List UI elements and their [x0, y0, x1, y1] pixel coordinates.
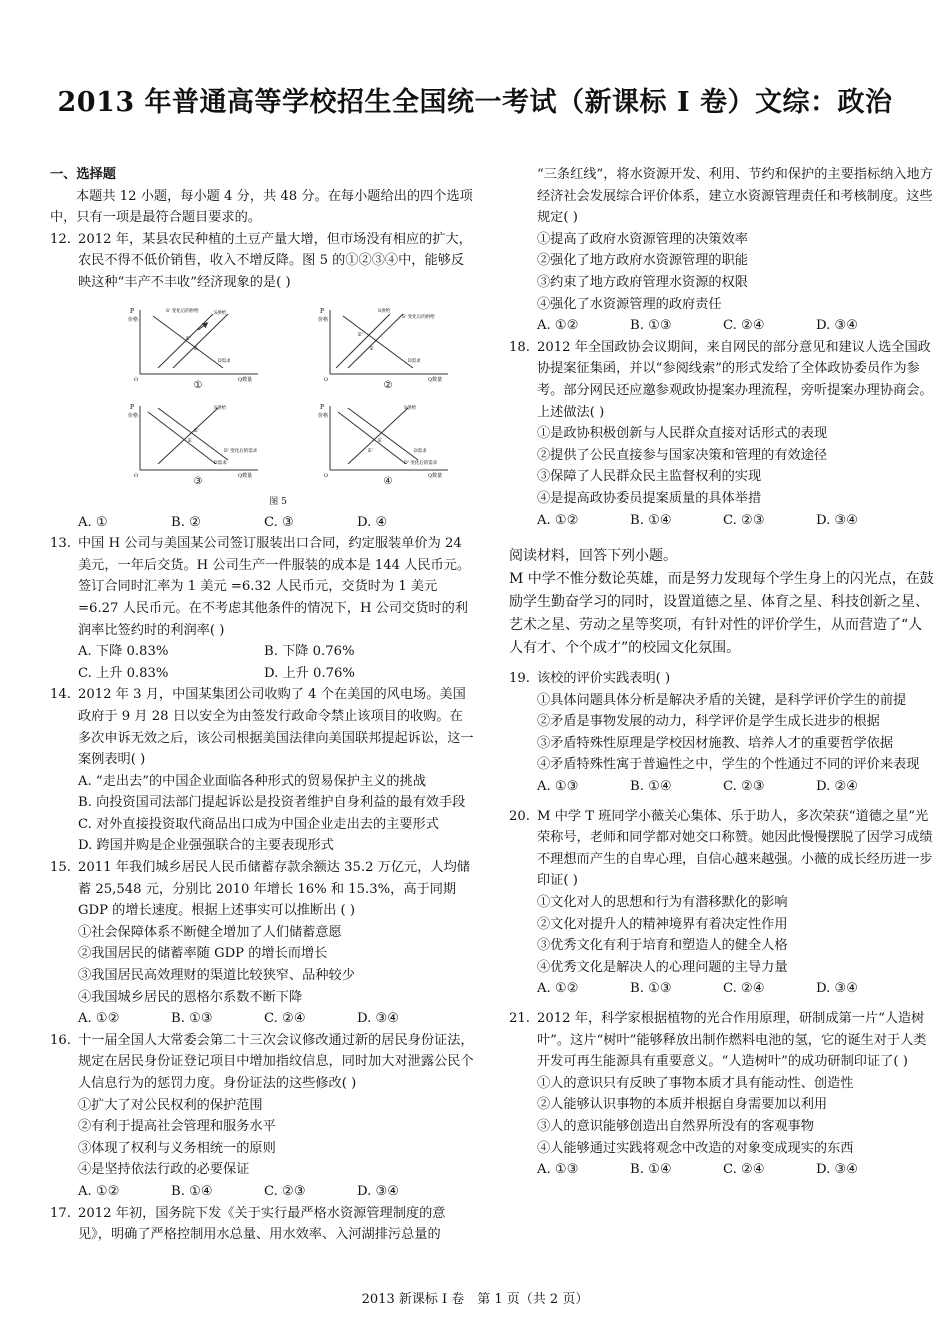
- statement-2: ②有利于提高社会管理和服务水平: [78, 1119, 276, 1135]
- option-a: A. ①③: [537, 1162, 579, 1178]
- question-17-stem-continued: “三条红线”，将水资源开发、利用、节约和保护的主要指标纳入地方经济社会发展综合评价体系，建立水资源管理责任和考核制度。这些规定( ): [537, 167, 933, 226]
- plot-caption: ④: [383, 475, 393, 487]
- axis-q-label: Q数量: [238, 472, 253, 478]
- option-a: A. ①: [78, 514, 108, 530]
- question-15: [50, 857, 475, 922]
- demand-changed-label: D' 变化后的需求: [224, 448, 258, 454]
- question-stem: 十一届全国人大常委会第二十三次会议修改通过新的居民身份证法，规定在居民身份证登记项目中增加指纹信息，同时加大对泄露公民个人信息行为的惩罚力度。身份证法的这些修改( ): [78, 1032, 474, 1091]
- statement-3: ③矛盾特殊性原理是学校因材施教、培养人才的重要哲学依据: [537, 735, 894, 751]
- option-b: B. ②: [171, 514, 201, 530]
- option-d: D. ③④: [357, 1183, 400, 1199]
- statement-3: ③体现了权利与义务相统一的原则: [78, 1140, 276, 1156]
- supply-label: S供给: [214, 405, 227, 411]
- statement-4: ④是坚持依法行政的必要保证: [78, 1162, 250, 1178]
- question-stem: 2012 年 3 月，中国某集团公司收购了 4 个在美国的风电场。美国政府于 9 月 28 日以安全为由签发行政命令禁止该项目的收购。在多次申诉无效之后，该公司根据美国法律向美国联邦提起诉讼，这一案例表明( ): [78, 687, 474, 768]
- question-number: 16.: [50, 1032, 71, 1048]
- statement-2: ②文化对提升人的精神境界有着决定性作用: [537, 916, 788, 932]
- option-b: B. ①③: [630, 318, 672, 334]
- supply-label: S供给: [378, 308, 391, 314]
- axis-q-label: Q数量: [428, 472, 443, 478]
- supply-demand-plot-2: [318, 304, 458, 394]
- statement-3: ③约束了地方政府管理水资源的权限: [537, 274, 748, 290]
- statement-4: ④优秀文化是解决人的心理问题的主导力量: [537, 959, 788, 975]
- option-d: D. ③④: [816, 512, 859, 528]
- demand-label: D需求: [218, 358, 231, 364]
- statement-4: ④矛盾特殊性寓于普遍性之中，学生的个性通过不同的评价来表现: [537, 757, 920, 773]
- axis-q-label: Q数量: [238, 376, 253, 382]
- question-number: 18.: [509, 339, 530, 355]
- point-e: E: [188, 437, 192, 444]
- statement-1: ①社会保障体系不断健全增加了人们储蓄意愿: [78, 924, 342, 940]
- option-d: D. ④: [357, 514, 388, 530]
- supply-changed-label: S' 变化后的供给: [402, 314, 435, 320]
- question-number: 21.: [509, 1011, 530, 1026]
- option-d: D. ③④: [357, 1011, 400, 1027]
- left-column: [50, 164, 475, 1246]
- option-d: D. 跨国并购是企业强强联合的主要表现形式: [78, 838, 334, 854]
- statement-3: ③我国居民高效理财的渠道比较狭窄、品种较少: [78, 968, 355, 984]
- axis-p-label: P: [130, 307, 135, 315]
- option-c: C. ②④: [264, 1011, 306, 1027]
- question-number: 15.: [50, 860, 71, 876]
- option-d: D. 上升 0.76%: [264, 665, 355, 681]
- statement-4: ④人能够通过实践将观念中改造的对象变成现实的东西: [537, 1140, 854, 1156]
- axis-p-label: P: [320, 403, 325, 411]
- option-b: B. ①③: [171, 1011, 213, 1027]
- point-e-prime: E': [358, 331, 364, 338]
- option-c: C. ②③: [723, 779, 765, 795]
- question-number: 13.: [50, 536, 71, 552]
- answer-options: [50, 641, 475, 684]
- question-14: [50, 684, 475, 770]
- origin-label: O: [324, 472, 329, 478]
- option-c: C. ②④: [723, 1162, 765, 1178]
- option-c: C. ②③: [723, 512, 765, 528]
- question-number: 19.: [509, 671, 530, 687]
- statement-2: ②人能够认识事物的本质并根据自身需要加以利用: [537, 1097, 828, 1113]
- option-a: A. 下降 0.83%: [78, 644, 169, 660]
- question-17: [50, 1203, 475, 1246]
- option-c: C. ②④: [723, 318, 765, 334]
- demand-label: D需求: [408, 358, 421, 364]
- option-c: C. 上升 0.83%: [78, 665, 169, 681]
- supply-changed-label: S' 变化后的供给: [166, 308, 199, 314]
- option-b: B. ①④: [630, 779, 672, 795]
- option-c: C. ②④: [723, 981, 765, 997]
- option-c: C. ②③: [264, 1183, 306, 1199]
- option-a: A. ①②: [537, 512, 579, 528]
- answer-options: [50, 1008, 475, 1030]
- statement-2: ②提供了公民直接参与国家决策和管理的有效途径: [537, 447, 828, 463]
- supply-demand-plot-1: [128, 304, 268, 394]
- question-stem: 该校的评价实践表明( ): [537, 671, 671, 687]
- axis-price-label: 价格: [128, 316, 139, 323]
- demand-label: D需求: [414, 448, 427, 454]
- option-b: B. ①④: [171, 1183, 213, 1199]
- statement-4: ④是提高政协委员提案质量的具体举措: [537, 490, 762, 506]
- demand-changed-label: D' 变化后的需求: [404, 460, 438, 466]
- question-16: [50, 1030, 475, 1095]
- figure-caption: 图 5: [269, 496, 287, 507]
- question-number: 17.: [50, 1205, 71, 1221]
- plot-caption: ②: [383, 379, 393, 391]
- statement-1: ①扩大了对公民权利的保护范围: [78, 1097, 263, 1113]
- question-number: 12.: [50, 231, 71, 247]
- statement-2: ②矛盾是事物发展的动力，科学评价是学生成长进步的根据: [537, 714, 880, 730]
- section-heading: 一、选择题: [50, 167, 116, 182]
- statement-1: ①人的意识只有反映了事物本质才具有能动性、创造性: [537, 1075, 854, 1091]
- question-21: [509, 1008, 934, 1073]
- origin-label: O: [324, 376, 329, 382]
- question-stem: 2012 年，科学家根据植物的光合作用原理，研制成第一片“人造树叶”。这片“树叶”能够释放出制作燃料电池的氢，它的诞生对于人类开发可再生能源具有重要意义。“人造树叶”的成功研制印证了( ): [537, 1011, 927, 1070]
- answer-options: [509, 315, 934, 337]
- plot-caption: ①: [193, 379, 203, 391]
- axis-price-label: 价格: [318, 412, 329, 419]
- axis-p-label: P: [320, 307, 325, 315]
- supply-demand-plot-3: [128, 400, 268, 490]
- answer-options: [509, 1159, 934, 1181]
- option-a: A. ①②: [537, 318, 579, 334]
- point-e-prime: E': [194, 427, 200, 434]
- option-c: C. ③: [264, 514, 294, 530]
- question-stem: M 中学 T 班同学小薇关心集体、乐于助人，多次荣获“道德之星”光荣称号，老师和同学都对她交口称赞。她因此慢慢摆脱了因学习成绩不理想而产生的自卑心理，自信心越来越强。小薇的成长经历进一步印证( ): [537, 808, 933, 889]
- statement-1: ①文化对人的思想和行为有潜移默化的影响: [537, 895, 788, 911]
- point-e: E: [378, 437, 382, 444]
- point-e: E: [194, 345, 198, 352]
- axis-price-label: 价格: [318, 316, 329, 323]
- answer-options: [509, 776, 934, 798]
- page-title: 2013 年普通高等学校招生全国统一考试（新课标 I 卷）文综：政治: [57, 87, 893, 118]
- point-e-prime: E': [368, 447, 374, 454]
- page-footer: 2013 新课标 I 卷 第 1 页（共 2 页）: [361, 1292, 589, 1307]
- option-a: A. ①②: [78, 1011, 120, 1027]
- statement-1: ①是政协积极创新与人民群众直接对话形式的表现: [537, 426, 828, 442]
- statement-4: ④强化了水资源管理的政府责任: [537, 296, 722, 312]
- question-number: 14.: [50, 687, 71, 703]
- point-e-prime: E': [186, 335, 192, 342]
- question-number: 20.: [509, 808, 530, 824]
- option-a: A. ①②: [537, 981, 579, 997]
- statement-2: ②强化了地方政府水资源管理的职能: [537, 253, 748, 269]
- answer-options: [509, 510, 934, 532]
- option-d: D. ③④: [816, 981, 859, 997]
- reading-passage: M 中学不惟分数论英雄，而是努力发现每个学生身上的闪光点，在鼓励学生勤奋学习的同时，设置道德之星、体育之星、科技创新之星、艺术之星、劳动之星等奖项，有针对性的评价学生，从而营造了“人人有才、个个成才”的校园文化氛围。: [509, 571, 934, 657]
- figure-5: [78, 296, 475, 510]
- origin-label: O: [134, 472, 139, 478]
- axis-q-label: Q数量: [428, 376, 443, 382]
- question-20: [509, 806, 934, 892]
- option-d: D. ③④: [816, 318, 859, 334]
- question-18: [509, 337, 934, 423]
- question-stem: 2012 年初，国务院下发《关于实行最严格水资源管理制度的意见》，明确了严格控制用水总量、用水效率、入河湖排污总量的: [78, 1205, 446, 1243]
- statement-3: ③人的意识能够创造出自然界所没有的客观事物: [537, 1118, 814, 1134]
- plot-caption: ③: [193, 475, 203, 487]
- answer-options: [50, 1181, 475, 1203]
- answer-options: [50, 512, 475, 534]
- supply-demand-plot-4: [318, 400, 458, 490]
- statement-1: ①提高了政府水资源管理的决策效率: [537, 231, 748, 247]
- question-stem: 2012 年全国政协会议期间，来自网民的部分意见和建议人选全国政协提案征集函，并以“参阅线索”的形式发给了全体政协委员作为参考。部分网民还应邀参观政协提案办理流程，旁听提案办理协商会。上述做法( ): [537, 339, 933, 420]
- option-d: D. ②④: [816, 779, 859, 795]
- statement-3: ③优秀文化有利于培育和塑造人的健全人格: [537, 938, 788, 954]
- option-c: C. 对外直接投资取代商品出口成为中国企业走出去的主要形式: [78, 816, 439, 832]
- option-b: B. ①④: [630, 512, 672, 528]
- option-a: A. ①②: [78, 1183, 120, 1199]
- question-stem: 2011 年我们城乡居民人民币储蓄存款余额达 35.2 万亿元，人均储蓄 25,548 元，分别比 2010 年增长 16% 和 15.3%，高于同期 GDP 的增长速度。根据上述事实可以推断出 ( ): [78, 860, 470, 919]
- question-13: [50, 533, 475, 641]
- statement-2: ②我国居民的储蓄率随 GDP 的增长而增长: [78, 946, 328, 962]
- statement-3: ③保障了人民群众民主监督权利的实现: [537, 469, 762, 485]
- right-column: [509, 164, 934, 1181]
- supply-label: S供给: [214, 310, 227, 316]
- statement-1: ①具体问题具体分析是解决矛盾的关键，是科学评价学生的前提: [537, 692, 907, 708]
- statement-4: ④我国城乡居民的恩格尔系数不断下降: [78, 989, 303, 1005]
- demand-label: D需求: [214, 460, 227, 466]
- question-19: [509, 668, 934, 690]
- axis-price-label: 价格: [128, 412, 139, 419]
- option-b: B. 下降 0.76%: [264, 644, 355, 660]
- origin-label: O: [134, 376, 139, 382]
- option-b: B. ①③: [630, 981, 672, 997]
- point-e: E: [370, 345, 374, 352]
- option-b: B. ①④: [630, 1162, 672, 1178]
- answer-options: [509, 978, 934, 1000]
- option-a: A. ①③: [537, 779, 579, 795]
- option-a: A. “走出去”的中国企业面临各种形式的贸易保护主义的挑战: [78, 773, 426, 789]
- option-d: D. ③④: [816, 1162, 859, 1178]
- question-stem: 2012 年，某县农民种植的土豆产量大增，但市场没有相应的扩大，农民不得不低价销售，收入不增反降。图 5 的①②③④中，能够反映这种“丰产不丰收”经济现象的是( ): [78, 231, 472, 290]
- section-intro: 本题共 12 小题，每小题 4 分，共 48 分。在每小题给出的四个选项中，只有一项是最符合题目要求的。: [50, 188, 473, 226]
- axis-p-label: P: [130, 403, 135, 411]
- supply-label: S供给: [404, 405, 417, 411]
- option-b: B. 向投资国司法部门提起诉讼是投资者维护自身利益的最有效手段: [78, 795, 466, 811]
- question-12: [50, 229, 475, 294]
- question-stem: 中国 H 公司与美国某公司签订服装出口合同，约定服装单价为 24 美元，一年后交货。H 公司生产一件服装的成本是 144 人民币元。签订合同时汇率为 1 美元 =6.32 人民币元，交货时为 1 美元 =6.27 人民币元。在不考虑其他条件的情况下，H 公司交货时的利润率比签约时的利润率( ): [78, 536, 471, 638]
- reading-heading: 阅读材料，回答下列小题。: [509, 548, 677, 565]
